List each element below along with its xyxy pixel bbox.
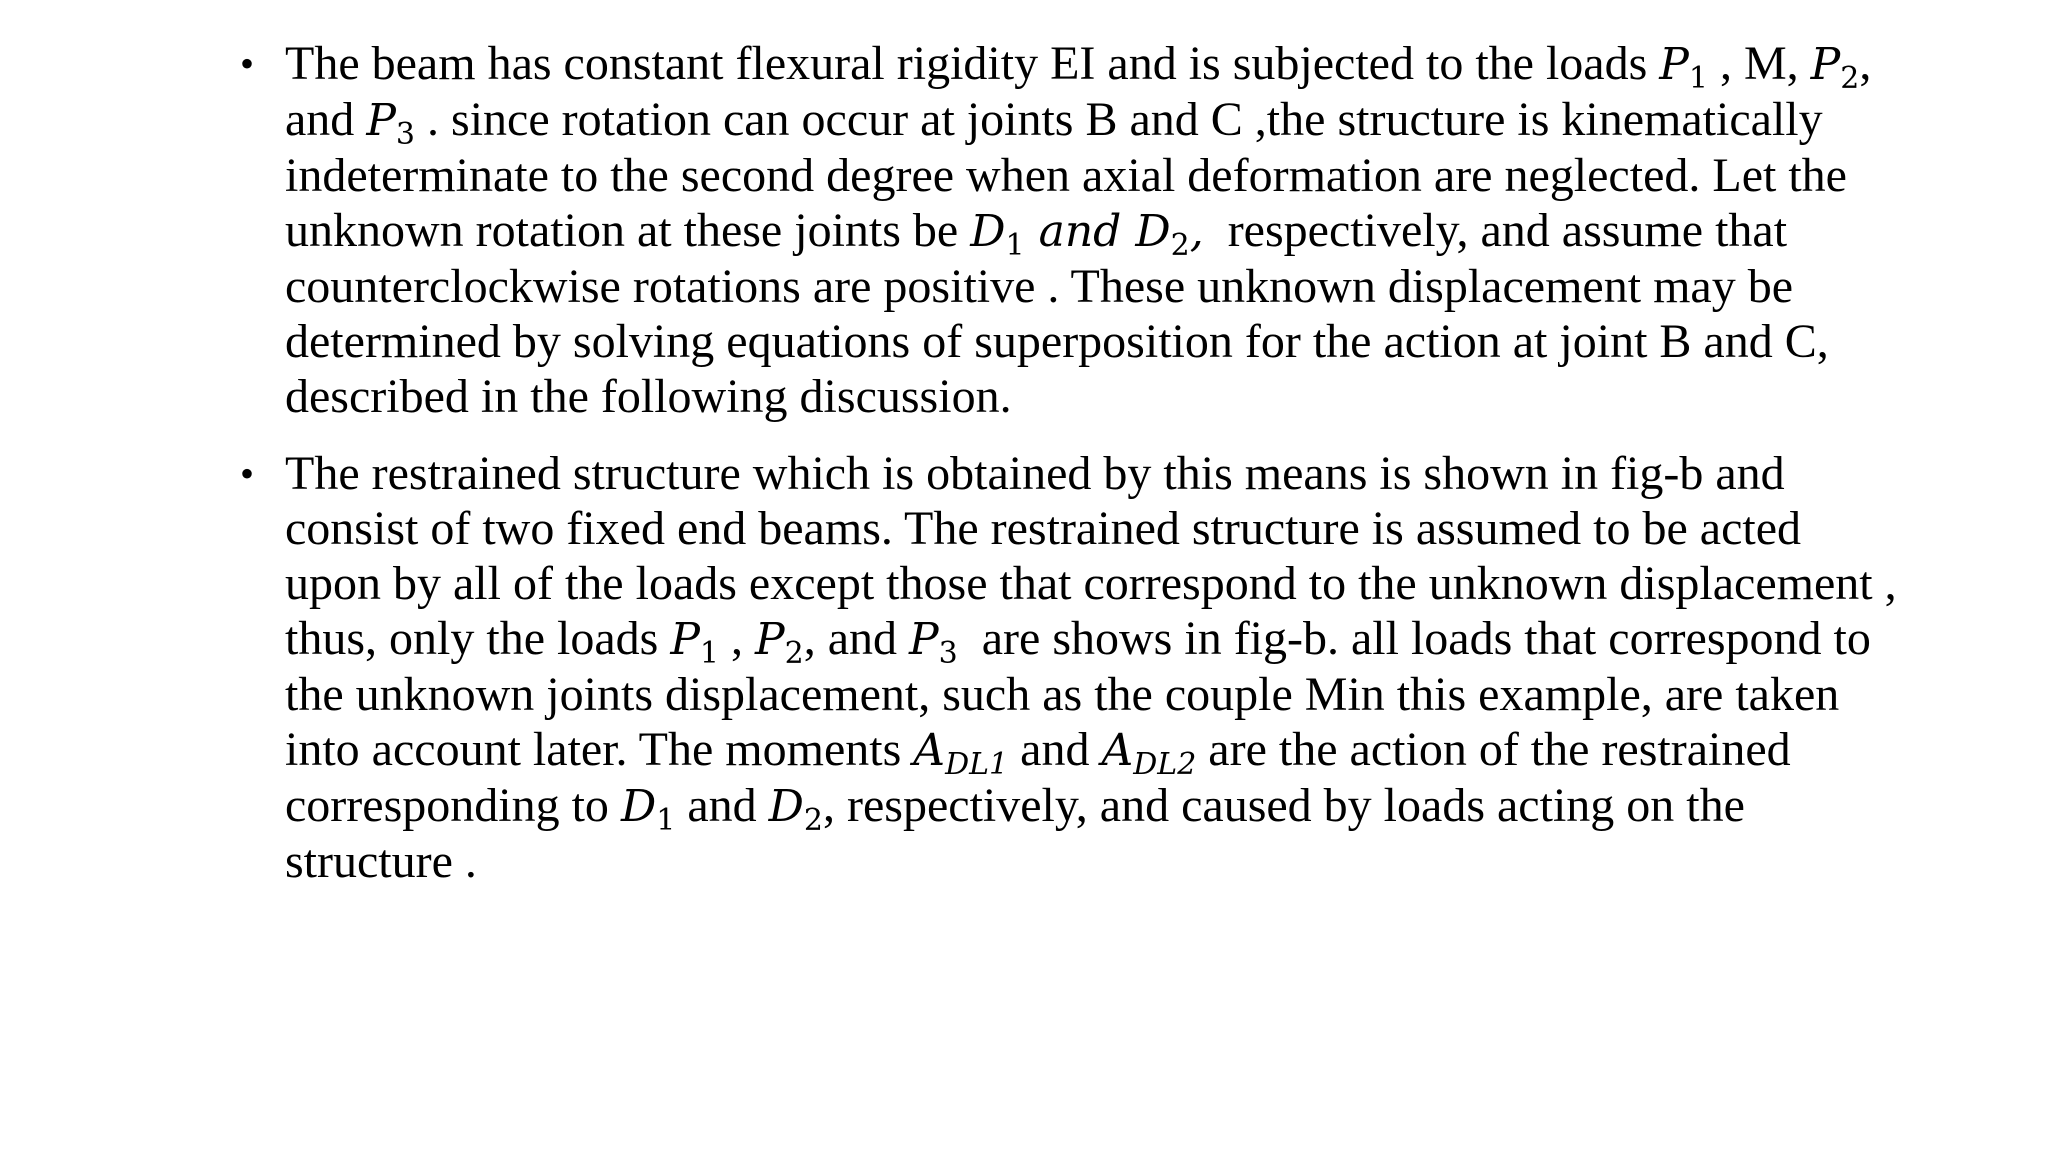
text-line: The restrained structure which is obtained by this means is shown in fig-b and xyxy=(285,447,1785,500)
bullet-paragraph-2 xyxy=(240,446,2020,889)
math-d1: $D_1$ xyxy=(620,781,676,838)
text-line: indeterminate to the second degree when axial deformation are neglected. Let the xyxy=(285,149,1847,202)
math-d2: $D_2$ xyxy=(768,781,823,838)
bullet-list xyxy=(240,36,2020,911)
text-line: corresponding to $D_1$ and $D_2$, respectively, and caused by loads acting on the xyxy=(285,779,1745,838)
bullet-dot-icon: • xyxy=(240,41,255,86)
math-p2: $P_2$ xyxy=(1810,39,1860,96)
text-line: into account later. The moments $A_{DL1}$ and $A_{DL2}$ are the action of the restrained xyxy=(285,723,1791,782)
text-line: The beam has constant flexural rigidity EI and is subjected to the loads $P_1$ , M, $P_2$, xyxy=(285,37,1872,96)
text-line: counterclockwise rotations are positive . These unknown displacement may be xyxy=(285,260,1794,313)
text-line: unknown rotation at these joints be $D_1$ and $D_2$, respectively, and assume that xyxy=(285,204,1788,263)
text-line: described in the following discussion. xyxy=(285,370,1012,423)
math-p2: $P_2$ xyxy=(755,614,804,671)
math-adl1: $A_{DL1}$ xyxy=(913,725,1009,782)
math-adl2: $A_{DL2}$ xyxy=(1101,725,1197,782)
text-line: the unknown joints displacement, such as the couple Min this example, are taken xyxy=(285,668,1840,721)
math-d1-and-d2: $D_1$ and $D_2$, xyxy=(970,206,1204,263)
text-line: structure . xyxy=(285,835,477,888)
math-p3: $P_3$ xyxy=(909,614,958,671)
text-line: thus, only the loads $P_1$ , $P_2$, and $P_3$ are shows in fig-b. all loads that correspond to xyxy=(285,612,1871,671)
text-line: upon by all of the loads except those that correspond to the unknown displacement , xyxy=(285,557,1897,610)
math-p1: $P_1$ xyxy=(1659,39,1708,96)
bullet-dot-icon: • xyxy=(240,451,255,496)
math-p1: $P_1$ xyxy=(670,614,720,671)
text-line: and $P_3$ . since rotation can occur at joints B and C ,the structure is kinematically xyxy=(285,93,1823,152)
text-line: consist of two fixed end beams. The restrained structure is assumed to be acted xyxy=(285,502,1802,555)
math-p3: $P_3$ xyxy=(366,95,416,152)
bullet-paragraph-1 xyxy=(240,36,2020,424)
text-line: determined by solving equations of superposition for the action at joint B and C, xyxy=(285,315,1829,368)
